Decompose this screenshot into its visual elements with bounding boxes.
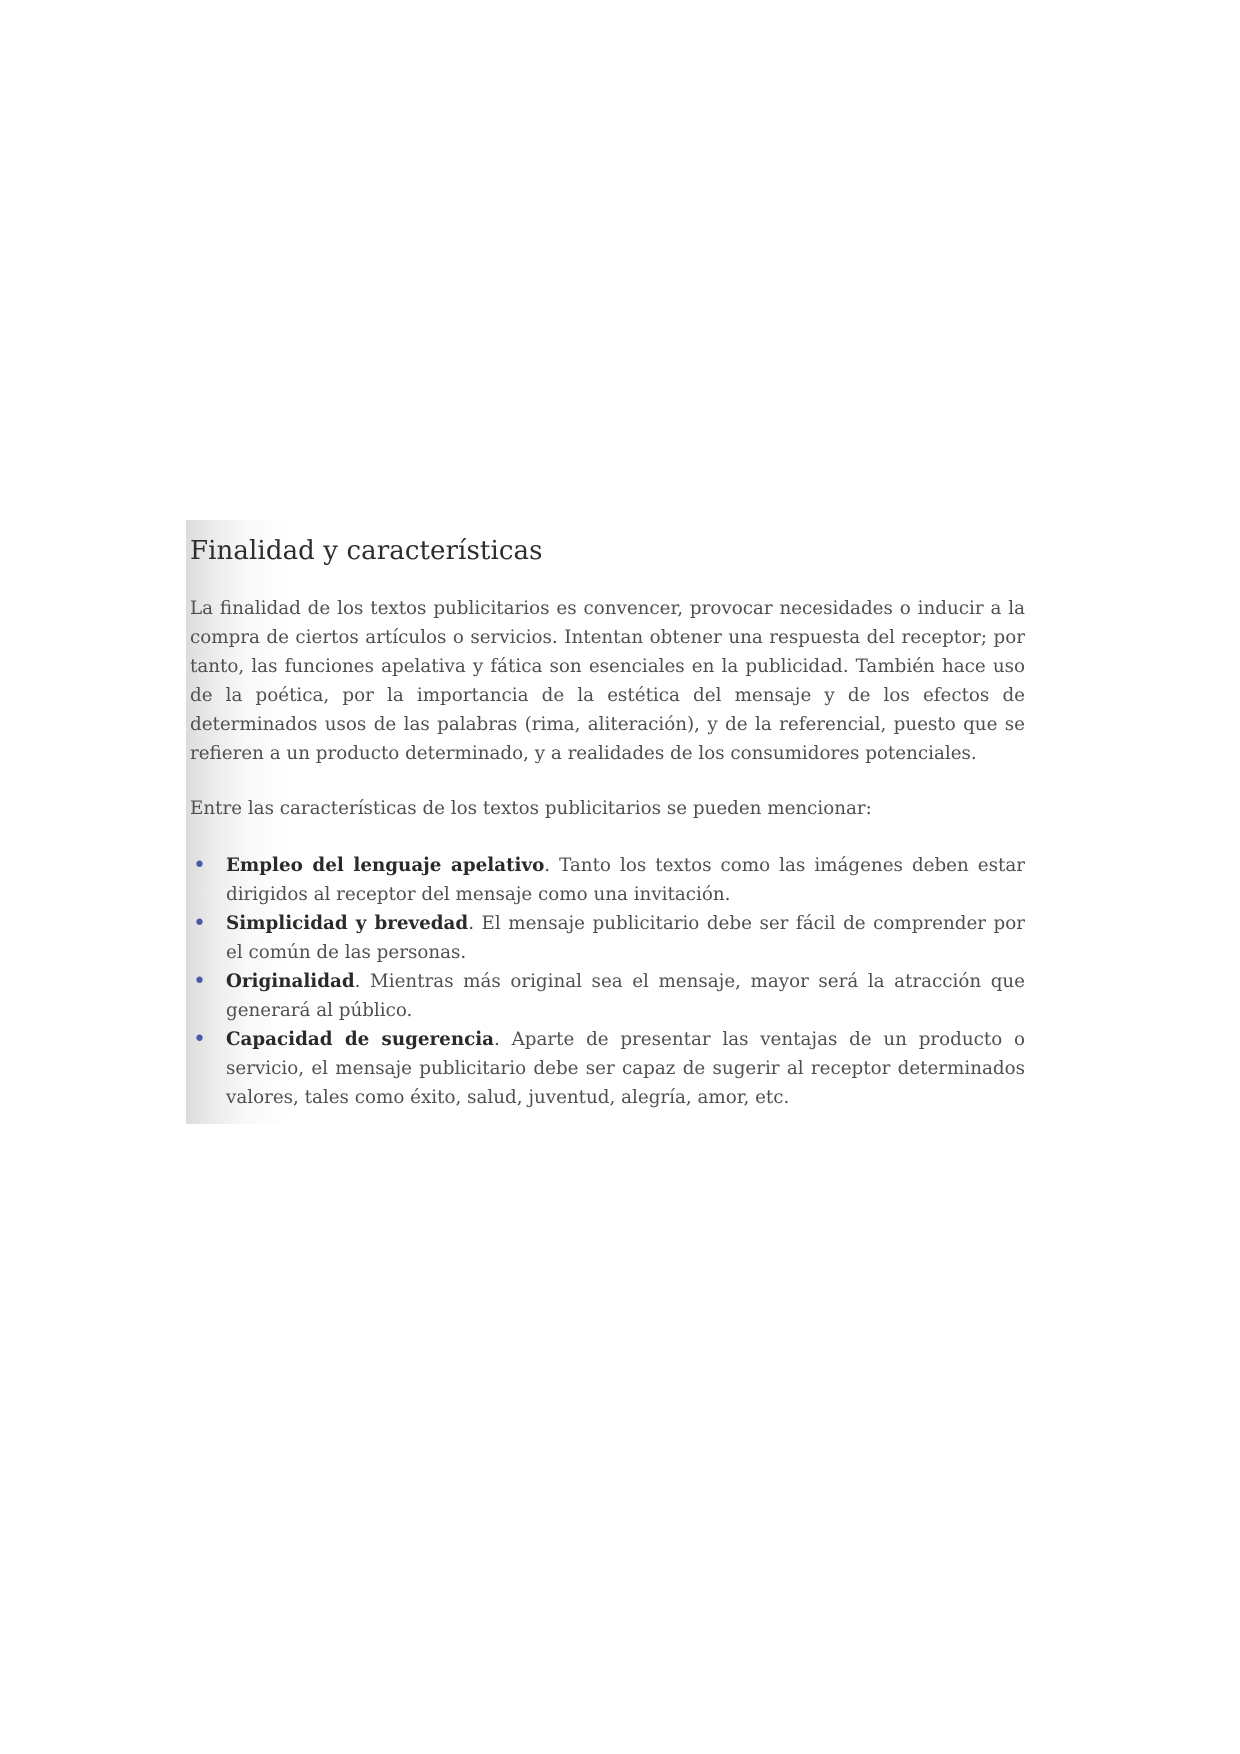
bullet-icon: • [193, 911, 206, 936]
bullet-icon: • [193, 1027, 206, 1052]
list-item [190, 1025, 1025, 1112]
list-item-term: Capacidad de sugerencia [226, 1029, 495, 1050]
list-item-term: Empleo del lenguaje apelativo [226, 855, 545, 876]
list-item-text: . El mensaje publicitario debe ser fácil de comprender por el común de las personas. [226, 913, 1026, 963]
list-item [190, 967, 1025, 1025]
list-item [190, 909, 1025, 967]
list-item [190, 851, 1025, 909]
list-intro: Entre las características de los textos publicitarios se pueden mencionar: [190, 798, 872, 819]
bullet-icon: • [193, 969, 206, 994]
list-item-term: Simplicidad y brevedad [226, 913, 469, 934]
body-paragraph: La finalidad de los textos publicitarios es convencer, provocar necesidades o inducir a la compra de ciertos artículos o servicios. Intentan obtener una respuesta del receptor; por tanto, las funciones apelativa y fática son esenciales en la publicidad. También hace uso de la poética, por la importancia de la estética del mensaje y de los efectos de determinados usos de las palabras (rima, aliteración), y de la referencial, puesto que se refieren a un producto determinado, y a realidades de los consumidores potenciales. [190, 598, 1025, 764]
content-block [186, 520, 1025, 1124]
list-item-text: . Tanto los textos como las imágenes deben estar dirigidos al receptor del mensaje como una invitación. [226, 855, 1025, 905]
characteristics-list [190, 851, 1025, 1112]
list-item-text: . Mientras más original sea el mensaje, mayor será la atracción que generará al público. [226, 971, 1025, 1021]
bullet-icon: • [193, 853, 206, 878]
list-item-text: . Aparte de presentar las ventajas de un producto o servicio, el mensaje publicitario debe ser capaz de sugerir al receptor determinados valores, tales como éxito, salud, juventud, alegría, amor, etc. [226, 1029, 1025, 1108]
section-heading: Finalidad y características [190, 536, 543, 566]
list-item-term: Originalidad [226, 971, 355, 992]
